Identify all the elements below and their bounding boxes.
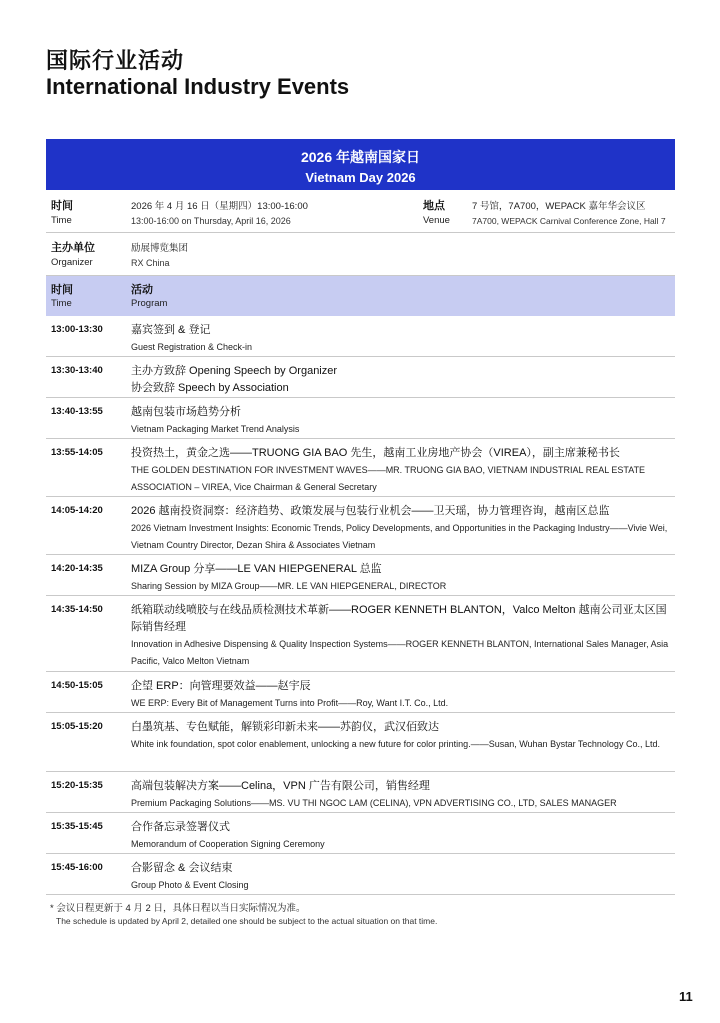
table-row [46, 497, 675, 555]
row-program-en: Vietnam Packaging Market Trend Analysis [131, 424, 300, 434]
row-time: 15:05-15:20 [51, 721, 103, 732]
event-title-zh: 2026 年越南国家日 [300, 149, 421, 165]
organizer-label-zh: 主办单位 [51, 242, 95, 254]
time-value-zh: 2026 年 4 月 16 日（星期四）13:00-16:00 [131, 201, 308, 212]
table-row [46, 596, 675, 672]
row-program [131, 445, 671, 496]
row-program-zh: MIZA Group 分享——LE VAN HIEPGENERAL 总监 [131, 563, 382, 575]
table-row [46, 854, 675, 895]
table-row [46, 713, 675, 772]
table-row [46, 439, 675, 497]
header-program-en: Program [131, 298, 168, 309]
venue-value-en: 7A700, WEPACK Carnival Conference Zone, Hall 7 [472, 216, 666, 226]
row-program [131, 363, 671, 397]
organizer-row [46, 233, 675, 276]
row-program-zh: 2026 越南投资洞察：经济趋势、政策发展与包装行业机会——卫天瑶，协力管理咨询，越南区总监 [131, 505, 610, 517]
row-program-zh: 投资热土，黄金之选——TRUONG GIA BAO 先生，越南工业房地产协会（VIREA），副主席兼秘书长 [131, 447, 620, 459]
table-row [46, 316, 675, 357]
row-program [131, 778, 671, 812]
row-program [131, 322, 671, 356]
row-program [131, 678, 671, 712]
time-label-en: Time [51, 215, 72, 226]
row-time: 15:45-16:00 [51, 862, 103, 873]
row-program-zh: 白墨筑基、专色赋能，解锁彩印新未来——苏韵仪，武汉佰致达 [131, 721, 439, 733]
row-program-en: WE ERP: Every Bit of Management Turns into Profit——Roy, Want I.T. Co., Ltd. [131, 698, 449, 708]
row-program [131, 602, 671, 670]
row-program-en: Guest Registration & Check-in [131, 342, 253, 352]
row-time: 15:35-15:45 [51, 821, 103, 832]
table-row [46, 398, 675, 439]
page-title-zh: 国际行业活动 [46, 48, 185, 73]
time-label-zh: 时间 [51, 200, 73, 212]
organizer-value-zh: 励展博览集团 [131, 243, 189, 254]
row-program-zh: 合作备忘录签署仪式 [131, 821, 230, 833]
row-program-en: 2026 Vietnam Investment Insights: Economic Trends, Policy Developments, and Opportunities in the Packaging Industry——Vivie Wei, Vietnam Country Director, Dezan Shira & Associates Vietnam [131, 523, 668, 550]
row-program-en: White ink foundation, spot color enablement, unlocking a new future for color printing.——Susan, Wuhan Bystar Technology Co., Ltd. [131, 739, 660, 749]
page-title-en: International Industry Events [46, 74, 350, 99]
row-program-en: Memorandum of Cooperation Signing Ceremony [131, 839, 325, 849]
row-time: 13:40-13:55 [51, 406, 103, 417]
time-value-en: 13:00-16:00 on Thursday, April 16, 2026 [131, 216, 291, 226]
footnote-en: The schedule is updated by April 2, detailed one should be subject to the actual situation on that time. [56, 916, 438, 926]
venue-label-zh: 地点 [423, 200, 445, 212]
venue-label-en: Venue [423, 215, 450, 226]
row-program-en: Premium Packaging Solutions——MS. VU THI NGOC LAM (CELINA), VPN ADVERTISING CO., LTD, SALES MANAGER [131, 798, 617, 808]
row-time: 15:20-15:35 [51, 780, 103, 791]
row-time: 13:30-13:40 [51, 365, 103, 376]
row-program-zh: 越南包装市场趋势分析 [131, 406, 241, 418]
row-program-zh: 企望 ERP：向管理要效益——赵宇辰 [131, 680, 311, 692]
row-program [131, 819, 671, 853]
row-time: 13:55-14:05 [51, 447, 103, 458]
row-program-zh: 纸箱联动线喷胶与在线品质检测技术革新——ROGER KENNETH BLANTON，Valco Melton 越南公司亚太区国际销售经理 [131, 604, 667, 633]
row-program [131, 404, 671, 438]
program-table-header [46, 276, 675, 316]
table-row [46, 555, 675, 596]
row-program-en: THE GOLDEN DESTINATION FOR INVESTMENT WAVES——MR. TRUONG GIA BAO, VIETNAM INDUSTRIAL REAL ESTATE ASSOCIATION – VIREA, Vice Chairman & General Secretary [131, 465, 646, 492]
row-time: 13:00-13:30 [51, 324, 103, 335]
row-program-zh: 主办方致辞 Opening Speech by Organizer [131, 365, 338, 377]
row-program [131, 719, 671, 753]
row-program-en: Sharing Session by MIZA Group——MR. LE VAN HIEPGENERAL, DIRECTOR [131, 581, 447, 591]
table-row [46, 772, 675, 813]
time-venue-row [46, 190, 675, 233]
row-time: 14:35-14:50 [51, 604, 103, 615]
row-program-zh: 合影留念 & 会议结束 [131, 862, 233, 874]
row-program-en: Group Photo & Event Closing [131, 880, 249, 890]
venue-value-zh: 7 号馆，7A700，WEPACK 嘉年华会议区 [472, 201, 646, 212]
organizer-value-en: RX China [131, 258, 170, 268]
row-program [131, 860, 671, 894]
header-time-en: Time [51, 298, 72, 309]
row-program-en: Innovation in Adhesive Dispensing & Quality Inspection Systems——ROGER KENNETH BLANTON, International Sales Manager, Asia Pacific, Valco Melton Vietnam [131, 639, 669, 666]
event-banner [46, 139, 675, 190]
row-time: 14:50-15:05 [51, 680, 103, 691]
row-program [131, 503, 671, 554]
row-time: 14:05-14:20 [51, 505, 103, 516]
table-row [46, 672, 675, 713]
footnote-zh: * 会议日程更新于 4 月 2 日，具体日程以当日实际情况为准。 [50, 903, 306, 914]
page-number: 11 [679, 989, 693, 1004]
header-time-zh: 时间 [51, 284, 73, 296]
organizer-label-en: Organizer [51, 257, 93, 268]
row-time: 14:20-14:35 [51, 563, 103, 574]
table-row [46, 357, 675, 398]
header-program-zh: 活动 [131, 284, 153, 296]
event-title-en: Vietnam Day 2026 [305, 170, 416, 185]
table-row [46, 813, 675, 854]
row-program-zh: 嘉宾签到 & 登记 [131, 324, 211, 336]
row-program-zh-2: 协会致辞 Speech by Association [131, 382, 289, 394]
row-program [131, 561, 671, 595]
row-program-zh: 高端包装解决方案——Celina，VPN 广告有限公司，销售经理 [131, 780, 430, 792]
